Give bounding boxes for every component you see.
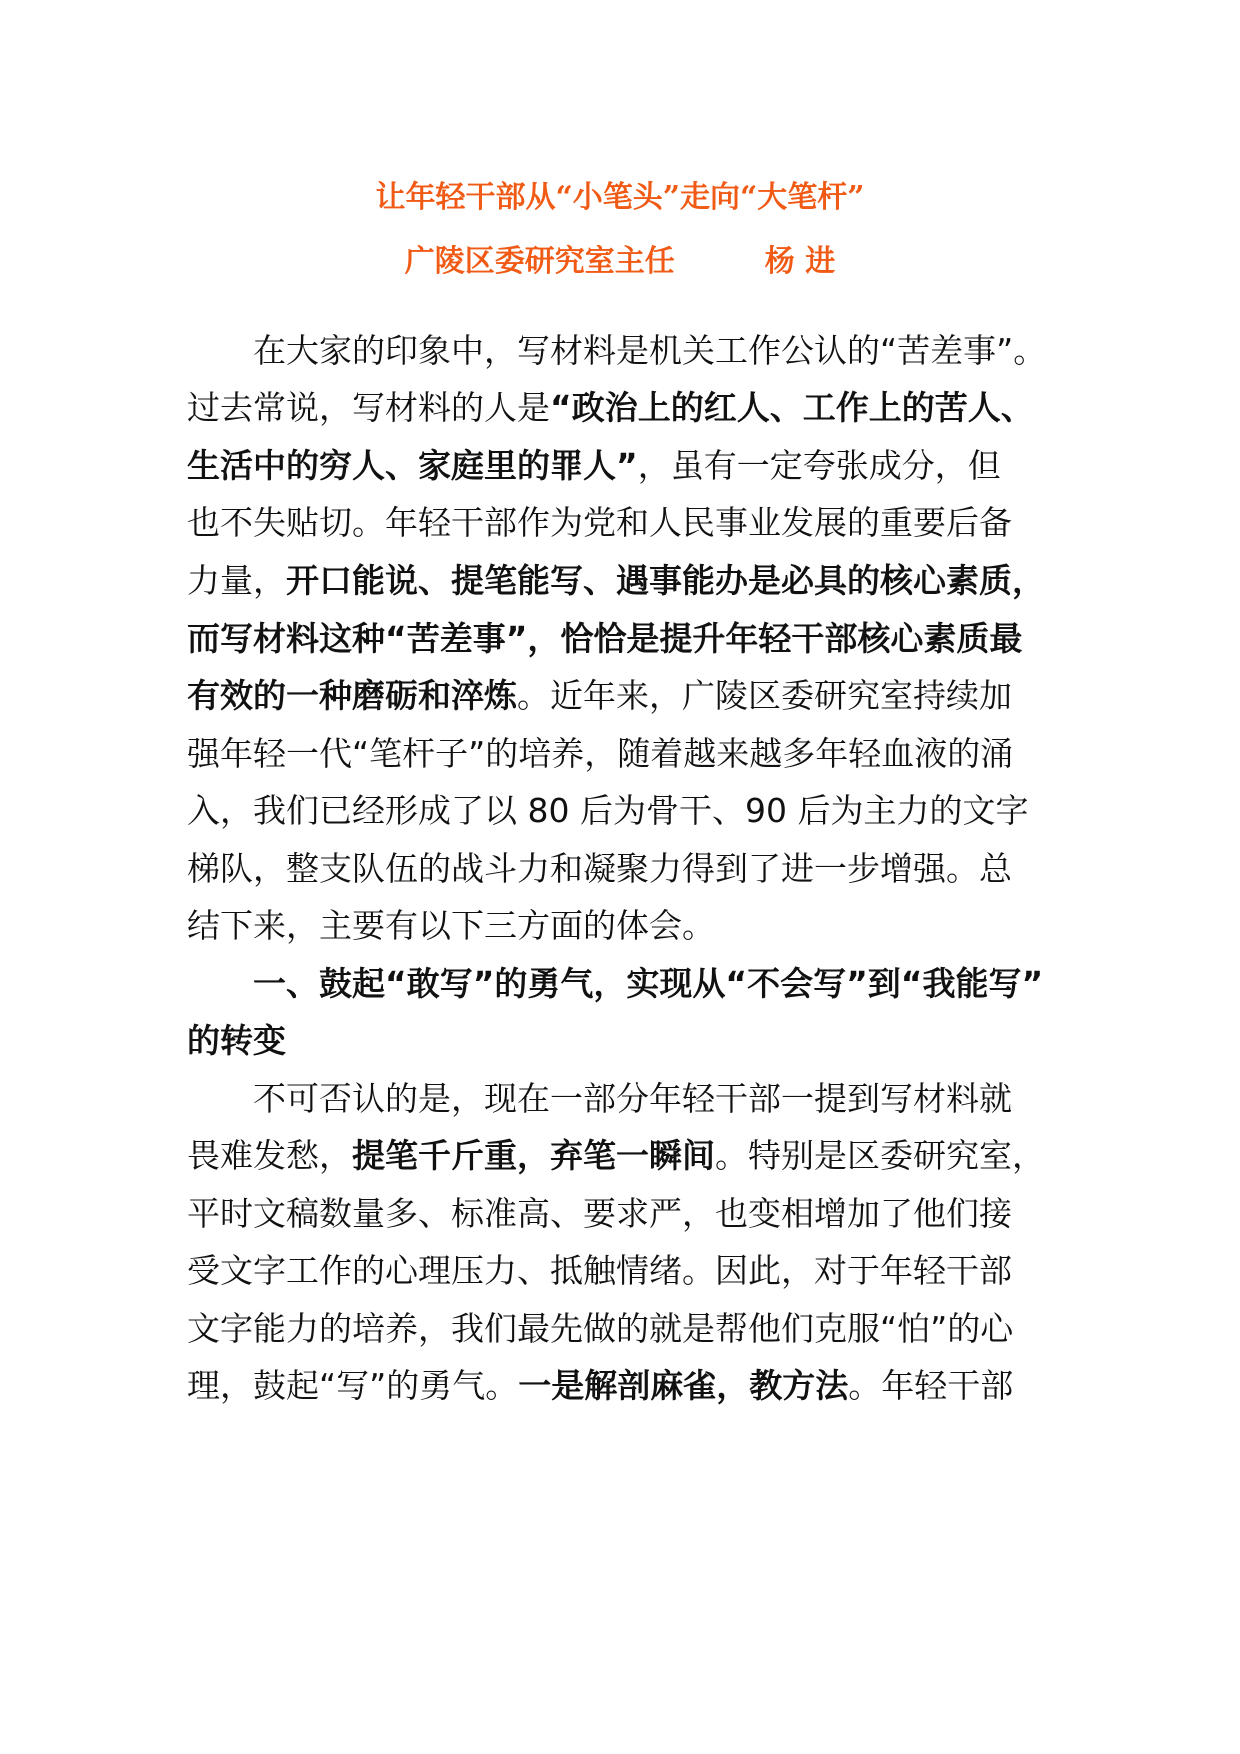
author-name: 杨 进: [764, 244, 836, 279]
text-line: [253, 328, 1133, 374]
text-run: 理，鼓起“写”的勇气。: [187, 1366, 519, 1405]
bold-text: 而写材料这种“苦差事”，恰恰是提升年轻干部核心素质最: [187, 619, 1023, 658]
text-run: 在大家的印象中，写材料是机关工作公认的“苦差事”。: [253, 331, 1047, 370]
text-line: [187, 1306, 1067, 1352]
text-line: [187, 558, 1067, 604]
text-run: 入，我们已经形成了以 80 后为骨干、90 后为主力的文字: [187, 791, 1029, 830]
text-run: 。年轻干部: [848, 1366, 1014, 1405]
text-run: 过去常说，写材料的人是: [187, 388, 550, 427]
text-line: [187, 1248, 1067, 1294]
bold-text: 一、鼓起“敢写”的勇气，实现从“不会写”到“我能写”: [253, 964, 1044, 1003]
text-line: [187, 500, 1067, 546]
text-run: 结下来，主要有以下三方面的体会。: [187, 906, 715, 945]
text-line: [187, 1018, 1067, 1064]
text-run: 也不失贴切。年轻干部作为党和人民事业发展的重要后备: [187, 503, 1012, 542]
bold-text: 提笔千斤重，弃笔一瞬间: [352, 1136, 715, 1175]
byline: [0, 242, 1240, 282]
text-run: 文字能力的培养，我们最先做的就是帮他们克服“怕”的心: [187, 1309, 1014, 1348]
bold-text: 开口能说、提笔能写、遇事能办是必具的核心素质，: [286, 561, 1045, 600]
text-run: 强年轻一代“笔杆子”的培养，随着越来越多年轻血液的涌: [187, 734, 1014, 773]
text-run: ，虽有一定夸张成分，但: [637, 446, 1001, 485]
text-run: 。近年来，广陵区委研究室持续加: [517, 676, 1012, 715]
text-run: 平时文稿数量多、标准高、要求严，也变相增加了他们接: [187, 1194, 1012, 1233]
text-line: [187, 903, 1067, 949]
text-line: [187, 1363, 1067, 1409]
text-line: [187, 1133, 1067, 1179]
text-run: 力量，: [187, 561, 286, 600]
text-run: 。特别是区委研究室，: [715, 1136, 1045, 1175]
text-line: [187, 385, 1067, 431]
document-title: 让年轻干部从“小笔头”走向“大笔杆”: [375, 180, 865, 215]
text-line: [253, 961, 1133, 1007]
bold-text: 生活中的穷人、家庭里的罪人”: [187, 446, 638, 485]
author-position: 广陵区委研究室主任: [404, 244, 675, 279]
text-line: [187, 846, 1067, 892]
text-run: 受文字工作的心理压力、抵触情绪。因此，对于年轻干部: [187, 1251, 1012, 1290]
bold-text: 有效的一种磨砺和淬炼: [187, 676, 517, 715]
text-line: [187, 616, 1067, 662]
text-line: [187, 788, 1067, 834]
text-line: [187, 673, 1067, 719]
bold-text: “政治上的红人、工作上的苦人、: [550, 388, 1034, 427]
text-line: [187, 731, 1067, 777]
bold-text: 一是解剖麻雀，教方法: [518, 1366, 849, 1405]
text-line: [187, 443, 1067, 489]
text-run: 梯队，整支队伍的战斗力和凝聚力得到了进一步增强。总: [187, 849, 1012, 888]
text-line: [253, 1076, 1133, 1122]
text-line: [187, 1191, 1067, 1237]
bold-text: 的转变: [187, 1021, 286, 1060]
text-run: 不可否认的是，现在一部分年轻干部一提到写材料就: [253, 1079, 1012, 1118]
text-run: 畏难发愁，: [187, 1136, 352, 1175]
